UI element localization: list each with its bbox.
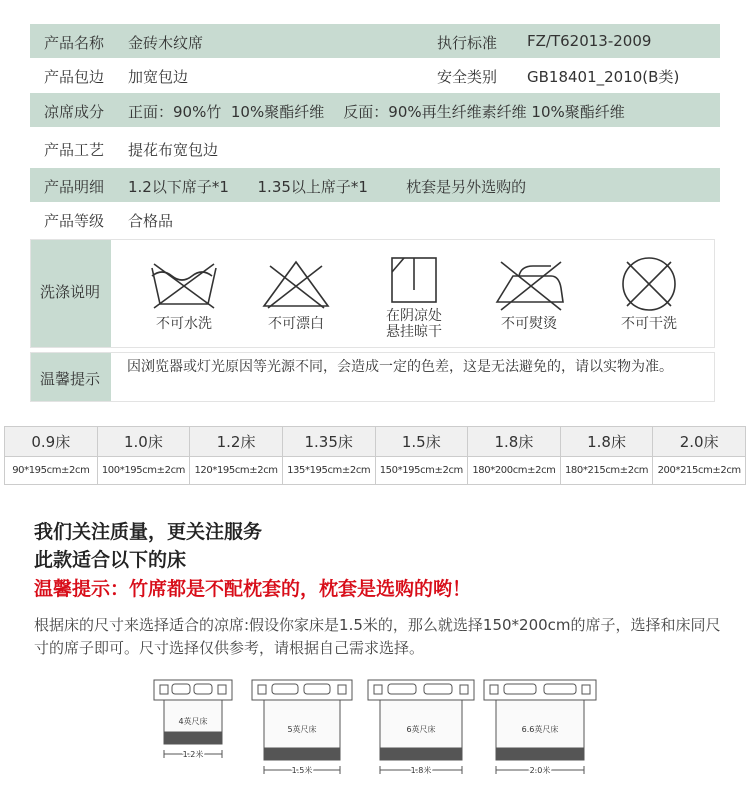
bed-size-cell: 1.2床: [190, 427, 283, 457]
spec-value: 金砖木纹席: [128, 34, 204, 52]
mat-dimension-cell: 135*195cm±2cm: [282, 457, 375, 485]
spec-label: 产品等级: [44, 212, 105, 230]
spec-value: 合格品: [128, 212, 174, 230]
size-table: [4, 426, 746, 485]
bed-size-cell: 1.8床: [468, 427, 561, 457]
mat-dimension-cell: 200*215cm±2cm: [653, 457, 746, 485]
bed-width-label: 1.2米: [182, 750, 204, 759]
care-item-no-dry-clean: [599, 254, 699, 332]
bed-width-label: 1.5米: [291, 766, 313, 775]
spec-value: 加宽包边: [128, 68, 189, 86]
care-item-shade-dry: [364, 254, 464, 340]
mat-dimension-cell: 180*200cm±2cm: [468, 457, 561, 485]
bed-size-cell: 1.5床: [375, 427, 468, 457]
mat-dimension-cell: 120*195cm±2cm: [190, 457, 283, 485]
care-caption: 不可熨烫: [501, 316, 557, 332]
bed-width-label: 1.8米: [410, 766, 432, 775]
spec-row-grade: [30, 202, 720, 236]
spec-row-material: [30, 93, 720, 127]
bed-size-cell: 1.35床: [282, 427, 375, 457]
bed-size-cell: 1.8床: [560, 427, 653, 457]
size-dim-row: [5, 457, 746, 485]
spec-row-name: [30, 24, 720, 58]
spec-value: FZ/T62013-2009: [527, 32, 652, 50]
spec-label: 产品名称: [44, 34, 105, 52]
tip-label: 温馨提示: [40, 370, 101, 388]
tip-label-cell: [31, 353, 111, 401]
care-caption: 不可水洗: [156, 316, 212, 332]
spec-row-craft: [30, 131, 720, 165]
bed-label: 4英尺床: [178, 717, 208, 726]
tip-text: 因浏览器或灯光原因等光源不同，会造成一定的色差，这是无法避免的，请以实物为准。: [127, 359, 673, 375]
mat-dimension-cell: 100*195cm±2cm: [97, 457, 190, 485]
spec-label: 凉席成分: [44, 103, 105, 121]
spec-label: 产品工艺: [44, 141, 105, 159]
care-caption: 不可漂白: [268, 316, 324, 332]
care-label-cell: [31, 240, 111, 347]
spec-label: 安全类别: [437, 68, 498, 86]
no-wash-icon: [146, 254, 222, 314]
headline-warning: 温馨提示：竹席都是不配枕套的，枕套是选购的哟！: [34, 578, 472, 600]
care-instructions: [30, 239, 715, 348]
mat-dimension-cell: 180*215cm±2cm: [560, 457, 653, 485]
size-guide-paragraph: 根据床的尺寸来选择适合的凉席:假设你家床是1.5米的，那么就选择150*200cm的席子，选择和床同尺寸的席子即可。尺寸选择仅供参考，请根据自己需求选择。: [34, 616, 721, 657]
spec-value: 提花布宽包边: [128, 141, 219, 159]
headline-fit: 此款适合以下的床: [34, 549, 187, 571]
tip-box: [30, 352, 715, 402]
spec-label: 执行标准: [437, 34, 498, 52]
mat-dimension-cell: 90*195cm±2cm: [5, 457, 98, 485]
bed-width-label: 2.0米: [529, 766, 551, 775]
spec-value: 1.2以下席子*1 1.35以上席子*1 枕套是另外选购的: [128, 178, 527, 196]
spec-row-binding: [30, 58, 720, 92]
care-caption-line2: 悬挂晾干: [386, 324, 442, 340]
bed-size-diagrams: [148, 672, 608, 782]
shade-dry-icon: [376, 254, 452, 306]
spec-label: 产品包边: [44, 68, 105, 86]
care-caption: 不可干洗: [621, 316, 677, 332]
headline-quality: 我们关注质量，更关注服务: [34, 521, 263, 543]
size-header-row: [5, 427, 746, 457]
spec-value: 正面：90%竹 10%聚酯纤维 反面：90%再生纤维素纤维 10%聚酯纤维: [128, 103, 625, 121]
bed-size-cell: 1.0床: [97, 427, 190, 457]
care-label: 洗涤说明: [40, 283, 101, 301]
bed-size-cell: 0.9床: [5, 427, 98, 457]
spec-row-details: [30, 168, 720, 202]
bed-label: 6英尺床: [406, 725, 436, 734]
no-bleach-icon: [258, 254, 334, 314]
mat-dimension-cell: 150*195cm±2cm: [375, 457, 468, 485]
care-item-no-wash: [134, 254, 234, 332]
no-dry-clean-icon: [611, 254, 687, 314]
no-iron-icon: [489, 254, 569, 314]
bed-size-cell: 2.0床: [653, 427, 746, 457]
care-caption-line1: 在阴凉处: [386, 308, 442, 324]
care-item-no-iron: [479, 254, 579, 332]
spec-label: 产品明细: [44, 178, 105, 196]
spec-value: GB18401_2010(B类): [527, 68, 680, 86]
care-item-no-bleach: [246, 254, 346, 332]
bed-label: 6.6英尺床: [521, 725, 559, 734]
bed-label: 5英尺床: [287, 725, 317, 734]
